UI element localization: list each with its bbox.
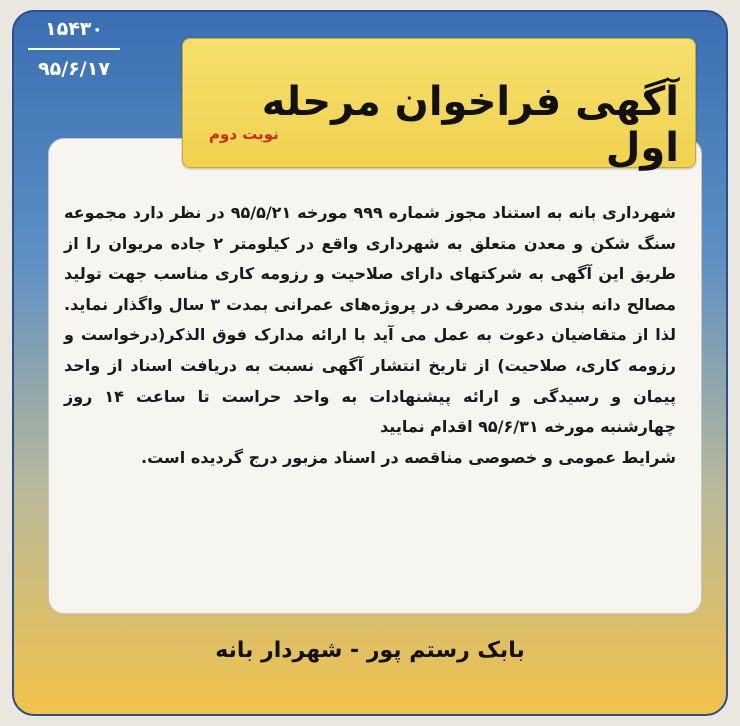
notice-title: آگهی فراخوان مرحله اول <box>261 79 679 171</box>
signature: بابک رستم پور - شهردار بانه <box>215 638 525 663</box>
notice-body <box>64 198 676 473</box>
reference-number: ۱۵۴۳۰ <box>45 18 103 40</box>
title-banner <box>182 38 696 171</box>
reference-block <box>22 14 126 94</box>
reference-divider <box>28 48 120 50</box>
body-paragraph-1: شهرداری بانه به استناد مجوز شماره ۹۹۹ مورخه ۹۵/۵/۲۱ در نظر دارد مجموعه سنگ شکن و معدن متعلق به شهرداری واقع در کیلومتر ۲ جاده مریوان را از طریق این آگهی به شرکتهای دارای صلاحیت و رزومه کاری مناسب جهت تولید مصالح دانه بندی مورد مصرف در پروژه‌های عمرانی بمدت ۳ سال واگذار نماید. لذا از متقاضیان دعوت به عمل می آید با ارائه مدارک فوق الذکر(درخواست و رزومه کاری، صلاحیت) از تاریخ انتشار آگهی نسبت به دریافت اسناد از واحد پیمان و رسیدگی و ارائه پیشنهادات به واحد حراست تا ساعت ۱۴ روز چهارشنبه مورخه ۹۵/۶/۳۱ اقدام نمایید <box>64 203 677 437</box>
body-paragraph-2: شرایط عمومی و خصوصی مناقصه در اسناد مزبور درج گردیده است. <box>141 447 676 467</box>
notice-subtitle: نوبت دوم <box>209 125 279 143</box>
reference-date: ۹۵/۶/۱۷ <box>38 58 110 80</box>
